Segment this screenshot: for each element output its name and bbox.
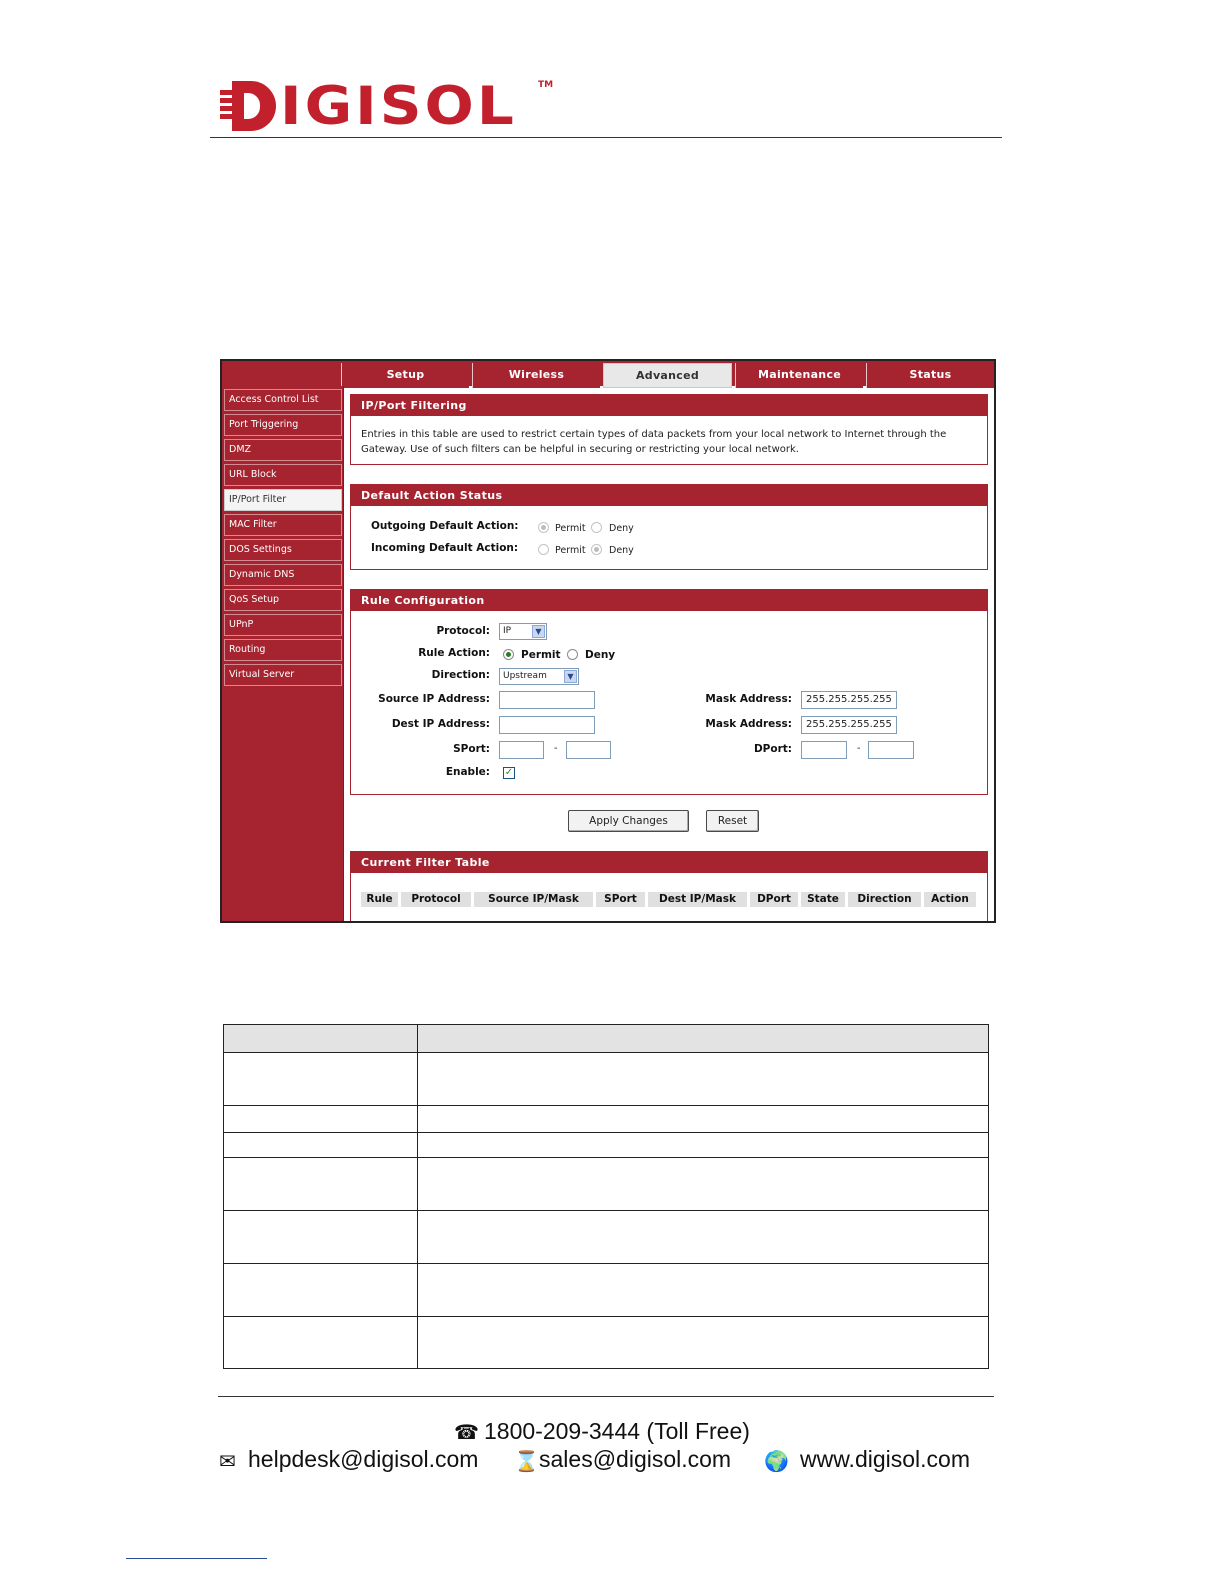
rule-action-deny-label: Deny bbox=[585, 649, 616, 661]
sidebar-item-qos-setup[interactable]: QoS Setup bbox=[224, 589, 342, 611]
dport-end-input[interactable] bbox=[868, 741, 914, 759]
table-row bbox=[224, 1264, 989, 1317]
outgoing-default-action-label: Outgoing Default Action: bbox=[371, 520, 519, 532]
source-mask-label: Mask Address: bbox=[705, 693, 792, 705]
footer-divider bbox=[218, 1396, 994, 1397]
rule-action-deny-radio[interactable] bbox=[567, 649, 578, 660]
incoming-deny-radio[interactable] bbox=[591, 544, 602, 555]
footer-website[interactable]: www.digisol.com bbox=[800, 1446, 970, 1472]
table-cell bbox=[224, 1264, 418, 1317]
hourglass-icon: ⌛ bbox=[514, 1449, 539, 1473]
top-navigation bbox=[222, 361, 994, 386]
sidebar-item-virtual-server[interactable]: Virtual Server bbox=[224, 664, 342, 686]
source-mask-input[interactable]: 255.255.255.255 bbox=[801, 691, 897, 709]
source-ip-label: Source IP Address: bbox=[378, 693, 490, 705]
table-cell bbox=[224, 1211, 418, 1264]
envelope-icon: ✉ bbox=[219, 1449, 236, 1473]
check-icon: ✓ bbox=[504, 767, 514, 778]
table-cell bbox=[224, 1053, 418, 1106]
logo-text: IGISOL bbox=[280, 75, 517, 137]
incoming-permit-radio[interactable] bbox=[538, 544, 549, 555]
table-row bbox=[224, 1158, 989, 1211]
rule-action-permit-radio[interactable] bbox=[503, 649, 514, 660]
dport-label: DPort: bbox=[753, 743, 792, 755]
chevron-down-icon: ▼ bbox=[532, 625, 545, 638]
table-cell bbox=[418, 1211, 989, 1264]
incoming-deny-label: Deny bbox=[609, 545, 634, 556]
sidebar-item-upnp[interactable]: UPnP bbox=[224, 614, 342, 636]
source-ip-input[interactable] bbox=[499, 691, 595, 709]
dport-start-input[interactable] bbox=[801, 741, 847, 759]
top-nav-spacer bbox=[222, 361, 338, 386]
outgoing-deny-radio[interactable] bbox=[591, 522, 602, 533]
sport-range-dash: - bbox=[554, 743, 558, 754]
parameter-table bbox=[223, 1024, 989, 1369]
protocol-select[interactable] bbox=[499, 623, 547, 640]
column-header-rule: Rule bbox=[361, 892, 398, 907]
sidebar-item-ip-port-filter[interactable]: IP/Port Filter bbox=[224, 489, 342, 511]
rule-configuration-section bbox=[350, 589, 988, 795]
enable-label: Enable: bbox=[445, 766, 490, 778]
sidebar-item-port-triggering[interactable]: Port Triggering bbox=[224, 414, 342, 436]
tab-maintenance[interactable]: Maintenance bbox=[735, 363, 863, 388]
section-description: Entries in this table are used to restrict certain types of data packets from your local network to Internet through the Gateway. Use of such filters can be helpful in securing or restricting your local network. bbox=[361, 429, 947, 455]
sidebar-item-mac-filter[interactable]: MAC Filter bbox=[224, 514, 342, 536]
header-cell bbox=[418, 1025, 989, 1053]
table-cell bbox=[418, 1158, 989, 1211]
table-cell bbox=[224, 1317, 418, 1369]
sport-start-input[interactable] bbox=[499, 741, 544, 759]
section-title: IP/Port Filtering bbox=[351, 395, 987, 416]
column-header-direction: Direction bbox=[848, 892, 921, 907]
current-filter-table-section bbox=[350, 851, 988, 923]
digisol-logo bbox=[220, 75, 517, 137]
column-header-source-ip-mask: Source IP/Mask bbox=[474, 892, 593, 907]
column-header-sport: SPort bbox=[596, 892, 645, 907]
outgoing-deny-label: Deny bbox=[609, 523, 634, 534]
sidebar-item-routing[interactable]: Routing bbox=[224, 639, 342, 661]
direction-select-value: Upstream bbox=[503, 671, 547, 681]
header-divider bbox=[210, 137, 1002, 138]
incoming-permit-label: Permit bbox=[555, 545, 586, 556]
outgoing-permit-radio[interactable] bbox=[538, 522, 549, 533]
column-header-protocol: Protocol bbox=[401, 892, 471, 907]
tab-wireless[interactable]: Wireless bbox=[472, 363, 600, 388]
tab-setup[interactable]: Setup bbox=[341, 363, 469, 388]
filter-table-header-row bbox=[361, 892, 979, 907]
table-row bbox=[224, 1053, 989, 1106]
dport-range-dash: - bbox=[857, 743, 861, 754]
table-cell bbox=[224, 1158, 418, 1211]
section-title: Default Action Status bbox=[351, 485, 987, 506]
sport-end-input[interactable] bbox=[566, 741, 611, 759]
table-row bbox=[224, 1106, 989, 1133]
globe-icon: 🌍 bbox=[764, 1449, 789, 1473]
footer-helpdesk-email[interactable]: helpdesk@digisol.com bbox=[248, 1446, 479, 1472]
parameter-table-header bbox=[224, 1025, 989, 1053]
table-row bbox=[224, 1133, 989, 1158]
table-cell bbox=[418, 1317, 989, 1369]
column-header-state: State bbox=[801, 892, 845, 907]
column-header-dest-ip-mask: Dest IP/Mask bbox=[648, 892, 747, 907]
trademark-symbol: TM bbox=[538, 80, 554, 90]
tab-advanced[interactable]: Advanced bbox=[603, 363, 732, 388]
incoming-default-action-label: Incoming Default Action: bbox=[371, 542, 519, 554]
table-row bbox=[224, 1317, 989, 1369]
protocol-select-value: IP bbox=[503, 626, 512, 636]
section-title: Rule Configuration bbox=[351, 590, 987, 611]
phone-icon: ☎ bbox=[454, 1420, 479, 1444]
rule-action-label: Rule Action: bbox=[418, 647, 490, 659]
outgoing-permit-label: Permit bbox=[555, 523, 586, 534]
table-cell bbox=[418, 1106, 989, 1133]
ip-port-filtering-section bbox=[350, 394, 988, 465]
table-cell bbox=[418, 1133, 989, 1158]
table-cell bbox=[418, 1264, 989, 1317]
reset-button[interactable]: Reset bbox=[706, 810, 759, 832]
sidebar-item-access-control-list[interactable]: Access Control List bbox=[224, 389, 342, 411]
page-link-underline bbox=[126, 1558, 267, 1559]
header-cell bbox=[224, 1025, 418, 1053]
footer-sales-email[interactable]: sales@digisol.com bbox=[539, 1446, 732, 1472]
dest-ip-label: Dest IP Address: bbox=[391, 718, 490, 730]
logo-mark-icon bbox=[220, 81, 276, 131]
apply-changes-button[interactable]: Apply Changes bbox=[568, 810, 689, 832]
dest-ip-input[interactable] bbox=[499, 716, 595, 734]
dest-mask-input[interactable]: 255.255.255.255 bbox=[801, 716, 897, 734]
table-row bbox=[224, 1211, 989, 1264]
default-action-section bbox=[350, 484, 988, 570]
table-cell bbox=[418, 1053, 989, 1106]
enable-checkbox[interactable] bbox=[503, 767, 515, 779]
sport-label: SPort: bbox=[453, 743, 490, 755]
column-header-dport: DPort bbox=[750, 892, 798, 907]
column-header-action: Action bbox=[924, 892, 976, 907]
sidebar-item-url-block[interactable]: URL Block bbox=[224, 464, 342, 486]
table-cell bbox=[224, 1106, 418, 1133]
sidebar bbox=[222, 386, 344, 923]
section-title: Current Filter Table bbox=[351, 852, 987, 873]
dest-mask-label: Mask Address: bbox=[705, 718, 792, 730]
rule-action-permit-label: Permit bbox=[521, 649, 561, 661]
chevron-down-icon: ▼ bbox=[564, 670, 577, 683]
protocol-label: Protocol: bbox=[436, 625, 490, 637]
table-cell bbox=[224, 1133, 418, 1158]
router-admin-screenshot bbox=[220, 359, 996, 923]
sidebar-item-dos-settings[interactable]: DOS Settings bbox=[224, 539, 342, 561]
sidebar-item-dynamic-dns[interactable]: Dynamic DNS bbox=[224, 564, 342, 586]
sidebar-item-dmz[interactable]: DMZ bbox=[224, 439, 342, 461]
footer-phone: 1800-209-3444 (Toll Free) bbox=[484, 1418, 750, 1444]
direction-label: Direction: bbox=[431, 669, 490, 681]
tab-status[interactable]: Status bbox=[866, 363, 994, 388]
direction-select[interactable] bbox=[499, 668, 579, 685]
